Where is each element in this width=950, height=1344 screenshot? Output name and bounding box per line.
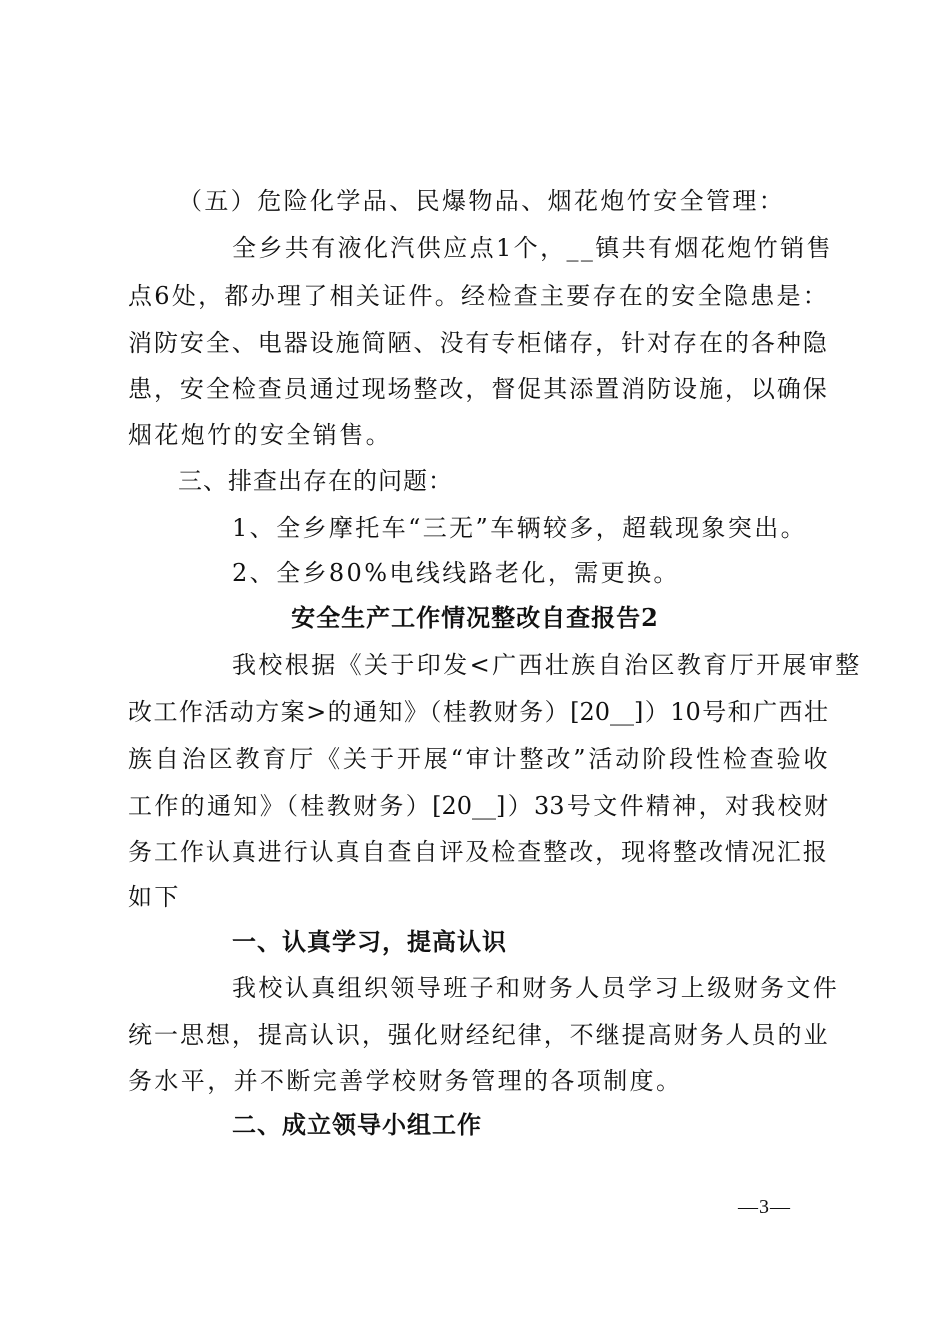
report-intro-line-2: 改工作活动方案>的通知》（桂教财务）[20__]）10号和广西壮 — [128, 698, 828, 726]
section-five-line-3: 消防安全、电器设施简陋、没有专柜储存，针对存在的各种隐 — [128, 329, 828, 357]
section-five-line-4: 患，安全检查员通过现场整改，督促其添置消防设施，以确保 — [128, 375, 828, 403]
subsection-one-heading: 一、认真学习，提高认识 — [232, 928, 507, 956]
subsection-one-line-1: 我校认真组织领导班子和财务人员学习上级财务文件 — [232, 974, 840, 1002]
subsection-two-heading: 二、成立领导小组工作 — [232, 1111, 482, 1139]
section-five-line-1: 全乡共有液化汽供应点1个，__镇共有烟花炮竹销售 — [232, 234, 833, 262]
report-intro-line-5: 务工作认真进行认真自查自评及检查整改，现将整改情况汇报 — [128, 838, 828, 866]
subsection-one-line-2: 统一思想，提高认识，强化财经纪律，不继提高财务人员的业 — [128, 1021, 828, 1049]
section-three-item-2: 2、全乡80%电线线路老化，需更换。 — [232, 559, 680, 587]
report-intro-line-4: 工作的通知》（桂教财务）[20__]）33号文件精神，对我校财 — [128, 792, 828, 820]
section-five-line-5: 烟花炮竹的安全销售。 — [128, 421, 392, 449]
report-title: 安全生产工作情况整改自查报告2 — [291, 603, 659, 632]
report-intro-line-3: 族自治区教育厅《关于开展“审计整改”活动阶段性检查验收 — [128, 745, 828, 773]
report-intro-line-1: 我校根据《关于印发<广西壮族自治区教育厅开展审整 — [232, 651, 862, 679]
section-three-heading: 三、排查出存在的问题： — [178, 467, 453, 495]
report-intro-line-6: 如下 — [128, 883, 181, 911]
page-number: —3— — [738, 1196, 791, 1218]
section-five-line-2: 点6处，都办理了相关证件。经检查主要存在的安全隐患是： — [128, 282, 828, 310]
subsection-one-line-3: 务水平，并不断完善学校财务管理的各项制度。 — [128, 1067, 683, 1095]
section-three-item-1: 1、全乡摩托车“三无”车辆较多，超载现象突出。 — [232, 514, 808, 542]
section-five-heading: （五）危险化学品、民爆物品、烟花炮竹安全管理： — [178, 187, 786, 215]
